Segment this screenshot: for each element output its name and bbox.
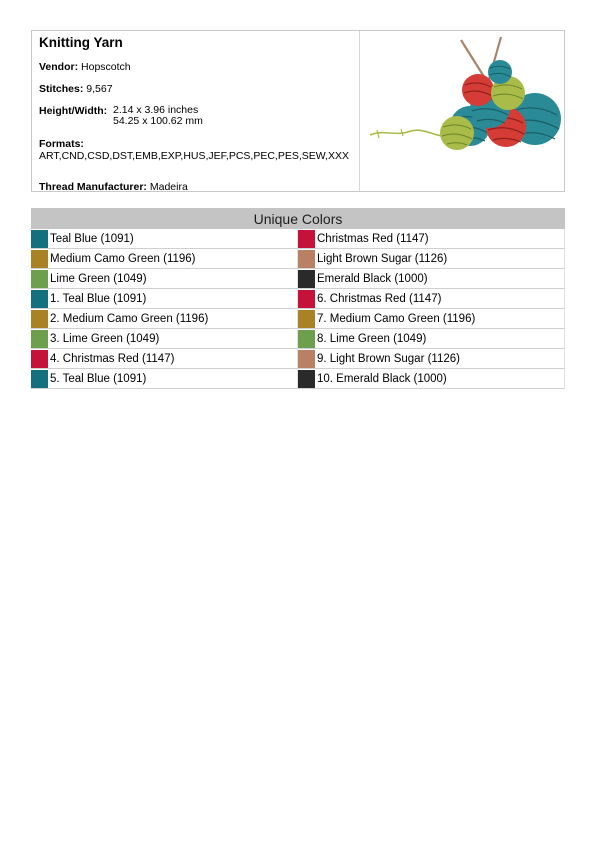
color-swatch bbox=[31, 250, 48, 268]
color-label: 9. Light Brown Sugar (1126) bbox=[317, 353, 460, 365]
design-preview bbox=[365, 33, 564, 189]
color-row bbox=[298, 349, 565, 369]
color-label: 10. Emerald Black (1000) bbox=[317, 373, 447, 385]
color-row bbox=[31, 269, 298, 289]
color-swatch bbox=[31, 370, 48, 388]
formats-label-row bbox=[39, 138, 84, 150]
color-row bbox=[298, 329, 565, 349]
color-column-right bbox=[298, 229, 565, 389]
vendor-label: Vendor: bbox=[39, 61, 79, 73]
color-row bbox=[31, 329, 298, 349]
yarn-ball-green-left bbox=[440, 116, 474, 150]
design-title: Knitting Yarn bbox=[39, 35, 123, 50]
size-inches: 2.14 x 3.96 inches bbox=[113, 104, 199, 116]
yarn-ball-red-top bbox=[462, 74, 494, 106]
color-column-left bbox=[31, 229, 298, 389]
color-label: 7. Medium Camo Green (1196) bbox=[317, 313, 476, 325]
hw-label-row bbox=[39, 105, 107, 117]
color-row bbox=[31, 309, 298, 329]
color-row bbox=[31, 229, 298, 249]
stitches-label: Stitches: bbox=[39, 83, 84, 95]
color-label: Emerald Black (1000) bbox=[317, 273, 428, 285]
color-swatch bbox=[31, 310, 48, 328]
color-row bbox=[31, 249, 298, 269]
color-label: Teal Blue (1091) bbox=[50, 233, 134, 245]
color-swatch bbox=[298, 330, 315, 348]
size-mm: 54.25 x 100.62 mm bbox=[113, 115, 203, 127]
color-row bbox=[31, 289, 298, 309]
yarn-ball-teal-small bbox=[488, 60, 512, 84]
color-swatch bbox=[31, 290, 48, 308]
color-swatch bbox=[298, 250, 315, 268]
color-row bbox=[298, 289, 565, 309]
formats-label: Formats: bbox=[39, 138, 84, 150]
color-row bbox=[298, 249, 565, 269]
thread-value: Madeira bbox=[149, 181, 188, 193]
color-swatch bbox=[298, 290, 315, 308]
vendor-value: Hopscotch bbox=[81, 61, 131, 73]
color-label: Medium Camo Green (1196) bbox=[50, 253, 196, 265]
vendor-row bbox=[39, 61, 131, 73]
color-swatch bbox=[31, 270, 48, 288]
color-row bbox=[31, 349, 298, 369]
thread-row bbox=[39, 181, 188, 193]
color-label: 1. Teal Blue (1091) bbox=[50, 293, 147, 305]
color-label: 4. Christmas Red (1147) bbox=[50, 353, 175, 365]
color-row bbox=[298, 229, 565, 249]
color-swatch bbox=[31, 330, 48, 348]
color-label: Light Brown Sugar (1126) bbox=[317, 253, 448, 265]
design-info-panel bbox=[31, 30, 565, 192]
color-swatch bbox=[298, 270, 315, 288]
stitches-value: 9,567 bbox=[86, 83, 113, 95]
color-swatch bbox=[298, 350, 315, 368]
color-swatch bbox=[298, 310, 315, 328]
color-row bbox=[298, 309, 565, 329]
color-label: Lime Green (1049) bbox=[50, 273, 147, 285]
design-details bbox=[32, 31, 360, 191]
unique-colors-header: Unique Colors bbox=[31, 208, 565, 229]
color-swatch bbox=[31, 350, 48, 368]
color-row bbox=[298, 369, 565, 389]
color-label: 2. Medium Camo Green (1196) bbox=[50, 313, 209, 325]
color-label: 6. Christmas Red (1147) bbox=[317, 293, 442, 305]
formats-value: ART,CND,CSD,DST,EMB,EXP,HUS,JEF,PCS,PEC,PES,SEW,XXX bbox=[39, 150, 350, 162]
unique-colors-section bbox=[31, 208, 565, 389]
color-label: Christmas Red (1147) bbox=[317, 233, 429, 245]
thread-label: Thread Manufacturer: bbox=[39, 181, 147, 193]
color-label: 5. Teal Blue (1091) bbox=[50, 373, 147, 385]
color-swatch bbox=[298, 230, 315, 248]
hw-label: Height/Width: bbox=[39, 105, 108, 117]
color-grid bbox=[31, 229, 565, 389]
color-label: 8. Lime Green (1049) bbox=[317, 333, 427, 345]
stitches-row bbox=[39, 83, 113, 95]
yarn-balls-icon bbox=[365, 33, 564, 189]
color-swatch bbox=[31, 230, 48, 248]
color-row bbox=[31, 369, 298, 389]
color-swatch bbox=[298, 370, 315, 388]
color-row bbox=[298, 269, 565, 289]
color-label: 3. Lime Green (1049) bbox=[50, 333, 160, 345]
